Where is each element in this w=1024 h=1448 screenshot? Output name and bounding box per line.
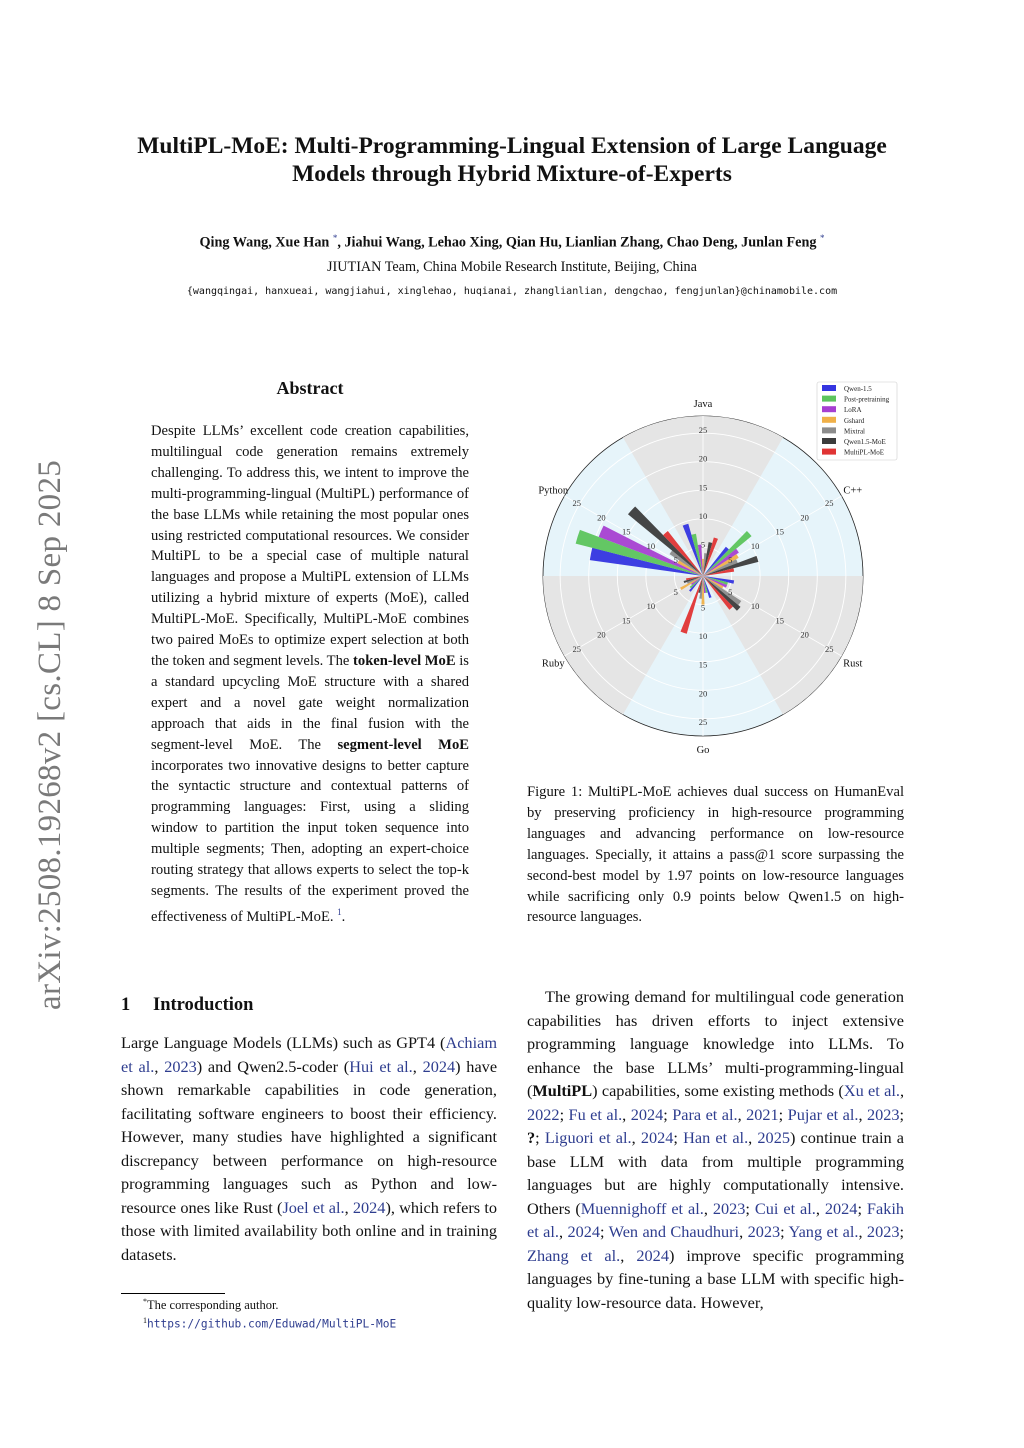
authors-part-2: , Jiahui Wang, Lehao Xing, Qian Hu, Lianlian Zhang, Chao Deng, Junlan Feng	[337, 234, 817, 251]
footnote-corresponding	[143, 1297, 279, 1313]
footnote-ref[interactable]: 1	[337, 906, 342, 917]
body-text: ,	[558, 1222, 568, 1241]
chart-tick-label: 25	[698, 425, 708, 436]
section-title: Introduction	[153, 995, 254, 1015]
citation-link[interactable]: 2023	[866, 1222, 900, 1241]
citation-link[interactable]: Wen and Chaudhuri	[608, 1222, 740, 1241]
chart-tick-label: 20	[597, 629, 606, 640]
body-text: ,	[631, 1128, 641, 1147]
body-text: ,	[748, 1128, 758, 1147]
body-text: ) have shown remarkable capabilities in code generation, facilitating software engineers to boost their efficiency. However, many studies have highlighted a significant discrepancy between performance on high-resource programming languages such as Python and low-resource ones like Rust (	[121, 1056, 498, 1217]
chart-category-label: Ruby	[541, 658, 565, 670]
legend-label: Gshard	[844, 416, 865, 425]
chart-tick-label: 15	[698, 659, 708, 670]
chart-tick-label: 10	[646, 540, 656, 551]
missing-citation: ?	[527, 1128, 536, 1147]
chart-tick-label: 5	[700, 602, 706, 613]
body-text: ;	[663, 1104, 673, 1124]
intro-paragraph	[121, 1031, 497, 1266]
body-text: ;	[780, 1222, 789, 1241]
abstract-text: is a standard upcycling MoE structure with a shared expert and a novel gate weight normalization approach that aids in the final fusion with the segment-level MoE. The	[151, 652, 469, 753]
citation-link[interactable]: 2023	[747, 1222, 781, 1241]
abstract-text: Despite LLMs’ excellent code creation capabilities, multilingual code generation remains extremely challenging. To address this, we intent to improve the multi-programming-lingual (MultiPL) performance of the base LLMs while retaining the most popular ones using restricted computational resources. We consider MultiPL to be a special case of multiple natural languages and propose a MultiPL extension of LLMs utilizing a hybrid mixture of experts (MoE), called MultiPL-MoE. Specifically, MultiPL-MoE combines two paired MoEs to optimize expert selection at both the token and segment levels. The	[151, 423, 469, 669]
chart-tick-label: 10	[646, 601, 656, 612]
legend-swatch	[822, 449, 836, 455]
chart-category-label: Java	[693, 399, 713, 410]
citation-link[interactable]: Joel et al.	[282, 1197, 345, 1217]
legend-label: Post-pretraining	[844, 395, 890, 404]
authors-part-1: Qing Wang, Xue Han	[199, 234, 330, 251]
affiliation: JIUTIAN Team, China Mobile Research Institute, Beijing, China	[327, 259, 697, 275]
title-line-1: MultiPL-MoE: Multi-Programming-Lingual Extension of Large Language	[137, 133, 887, 159]
legend-swatch	[822, 406, 836, 412]
citation-link[interactable]: 2022	[527, 1104, 560, 1124]
chart-tick-label: 5	[728, 555, 733, 566]
body-text: ;	[745, 1198, 755, 1218]
chart-category-label: Go	[696, 745, 710, 756]
citation-link[interactable]: 2024	[636, 1245, 669, 1265]
footnote-url	[143, 1316, 396, 1331]
citation-link[interactable]: Han et al.	[683, 1128, 749, 1147]
body-text: ;	[857, 1198, 867, 1218]
body-text: ,	[154, 1056, 165, 1076]
abstract-text: incorporates two innovative designs to better capture the syntactic structure and contextual patterns of programming languages: First, using a sliding window to partition the input token sequence into multiple segments; Then, adopting an expert-choice routing strategy that allows experts to select the top-k segments. The results of the experiment proved the effectiveness of MultiPL-MoE.	[151, 757, 469, 925]
abstract-heading: Abstract	[276, 378, 344, 398]
citation-link[interactable]: 2024	[422, 1056, 456, 1076]
footnote-rule	[121, 1293, 225, 1294]
chart-tick-label: 20	[597, 512, 606, 523]
citation-link[interactable]: 2021	[746, 1104, 779, 1124]
chart-tick-label: 20	[698, 453, 708, 464]
body-text: The growing demand for multilingual code generation capabilities has driven efforts to inject extensive programming language knowledge into LLMs. To enhance the base LLMs’ multi-programming-lingual (	[527, 987, 904, 1100]
body-text: ,	[737, 1104, 747, 1124]
body-text: ,	[739, 1222, 748, 1241]
abstract-bold-term: token-level MoE	[353, 652, 456, 669]
chart-legend	[817, 382, 897, 460]
body-text: ;	[899, 1104, 905, 1124]
legend-swatch	[822, 417, 836, 423]
body-text: ,	[703, 1198, 713, 1218]
legend-label: Qwen-1.5	[844, 385, 872, 393]
chart-tick-label: 5	[673, 586, 678, 597]
chart-tick-label: 25	[572, 498, 581, 509]
polar-bar-chart	[520, 378, 910, 768]
citation-link[interactable]: Muennighoff et al.	[580, 1198, 704, 1218]
chart-tick-label: 20	[698, 688, 708, 699]
chart-tick-label: 25	[572, 643, 581, 654]
chart-tick-label: 5	[673, 555, 678, 566]
legend-swatch	[822, 396, 836, 402]
arxiv-stamp: arXiv:2508.19268v2 [cs.CL] 8 Sep 2025	[32, 459, 68, 1010]
body-text: ,	[412, 1056, 423, 1076]
body-text: ;	[559, 1104, 569, 1124]
legend-label: LoRA	[844, 406, 862, 415]
body-text: ) and Qwen2.5-coder (	[196, 1056, 350, 1076]
citation-link[interactable]: Zhang et al.	[527, 1245, 621, 1265]
body-text: ;	[899, 1222, 905, 1241]
chart-tick-label: 15	[698, 482, 708, 493]
section-number: 1	[121, 995, 131, 1015]
body-text: ;	[673, 1128, 684, 1147]
email-list: {wangqingai, hanxueai, wangjiahui, xinglehao, huqianai, zhanglianlian, dengchao, fengjunlan}@chinamobile.com	[186, 286, 838, 297]
body-text: ) capabilities, some existing methods (	[592, 1081, 844, 1100]
abstract-text: .	[341, 908, 346, 925]
abstract-bold-term: segment-level MoE	[337, 736, 469, 753]
title-line-2: Models through Hybrid Mixture-of-Experts	[292, 161, 732, 187]
legend-swatch	[822, 427, 836, 433]
legend-label: Mixtral	[844, 427, 865, 436]
corresponding-mark[interactable]: *	[332, 233, 338, 243]
bold-term: MultiPL	[532, 1081, 593, 1100]
citation-link[interactable]: Achiam et al.	[121, 1033, 497, 1076]
body-text: ) improve specific programming languages by fine-tuning a base LLM with specific high-quality low-resource data. However,	[527, 1245, 905, 1312]
section-heading	[121, 995, 253, 1016]
legend-label: MultiPL-MoE	[844, 448, 885, 457]
chart-tick-label: 10	[698, 510, 708, 521]
chart-tick-label: 5	[700, 539, 706, 550]
chart-tick-label: 5	[728, 586, 733, 597]
citation-link[interactable]: Liguori et al.	[544, 1128, 632, 1147]
citation-link[interactable]: 2025	[757, 1128, 790, 1147]
body-text: ,	[899, 1081, 905, 1100]
body-text: ,	[815, 1198, 825, 1218]
right-column-paragraph	[527, 985, 904, 1314]
body-text: ,	[620, 1245, 637, 1265]
citation-link[interactable]: Fakih et al.	[527, 1198, 904, 1241]
citation-link[interactable]: 2024	[352, 1197, 386, 1217]
chart-category-label: Python	[538, 485, 569, 497]
corresponding-mark-2[interactable]: *	[820, 233, 825, 243]
chart-tick-label: 20	[800, 629, 809, 640]
body-text: ,	[622, 1104, 631, 1124]
citation-link[interactable]: Hui et al.	[349, 1056, 413, 1076]
chart-category-label: C++	[843, 485, 863, 497]
github-link[interactable]: https://github.com/Eduwad/MultiPL-MoE	[147, 1317, 397, 1331]
chart-tick-label: 15	[621, 615, 631, 626]
citation-link[interactable]: Yang et al.	[788, 1222, 859, 1241]
citation-link[interactable]: Xu et al.	[843, 1081, 900, 1100]
body-text: ) continue train a base LLM with data from multiple programming languages but are highly computationally intensive. Others (	[527, 1128, 905, 1218]
citation-link[interactable]: 2024	[630, 1104, 664, 1124]
citation-link[interactable]: 2024	[640, 1128, 674, 1147]
body-text: ,	[858, 1222, 867, 1241]
citation-link[interactable]: 2023	[712, 1198, 746, 1218]
citation-link[interactable]: 2024	[567, 1222, 600, 1241]
body-text: ;	[600, 1222, 609, 1241]
legend-swatch	[822, 438, 836, 444]
citation-link[interactable]: 2023	[164, 1056, 197, 1076]
citation-link[interactable]: 2023	[866, 1104, 900, 1124]
body-text: ,	[344, 1197, 353, 1217]
chart-tick-label: 15	[775, 526, 785, 537]
body-text: ,	[858, 1104, 867, 1124]
legend-swatch	[822, 385, 836, 391]
author-list	[100, 233, 924, 252]
citation-link[interactable]: Para et al.	[672, 1104, 738, 1124]
citation-link[interactable]: 2024	[824, 1198, 858, 1218]
citation-link[interactable]: Cui et al.	[754, 1198, 816, 1218]
chart-tick-label: 15	[775, 615, 785, 626]
figure-caption: Figure 1: MultiPL-MoE achieves dual success on HumanEval by preserving proficiency in high-resource programming languages and advancing performance on low-resource languages. Specially, it attains a pass@1 score surpassing the second-best model by 1.97 points on low-resource languages while sacrificing only 0.9 points below Qwen1.5 on high-resource languages.	[527, 784, 904, 926]
chart-tick-label: 25	[825, 643, 834, 654]
footnote-mark: 1	[143, 1316, 147, 1325]
chart-category-label: Rust	[843, 658, 863, 670]
chart-tick-label: 15	[621, 526, 631, 537]
chart-tick-label: 10	[750, 601, 760, 612]
footnote-text: The corresponding author.	[147, 1298, 279, 1313]
body-text: ), which refers to those with limited availability both online and in training datasets.	[121, 1197, 497, 1264]
body-text: ;	[778, 1104, 788, 1124]
chart-tick-label: 25	[825, 498, 834, 509]
footnote-mark: *	[143, 1297, 147, 1306]
chart-tick-label: 10	[750, 540, 760, 551]
abstract-body	[151, 421, 469, 928]
legend-label: Qwen1.5-MoE	[844, 438, 886, 446]
citation-link[interactable]: Fu et al.	[568, 1104, 623, 1124]
body-text: Large Language Models (LLMs) such as GPT4 (	[121, 1033, 446, 1052]
body-text: ;	[535, 1128, 545, 1147]
chart-tick-label: 20	[800, 512, 809, 523]
chart-tick-label: 10	[698, 631, 708, 642]
citation-link[interactable]: Pujar et al.	[787, 1104, 859, 1124]
chart-tick-label: 25	[698, 716, 708, 727]
paper-title	[100, 132, 924, 188]
